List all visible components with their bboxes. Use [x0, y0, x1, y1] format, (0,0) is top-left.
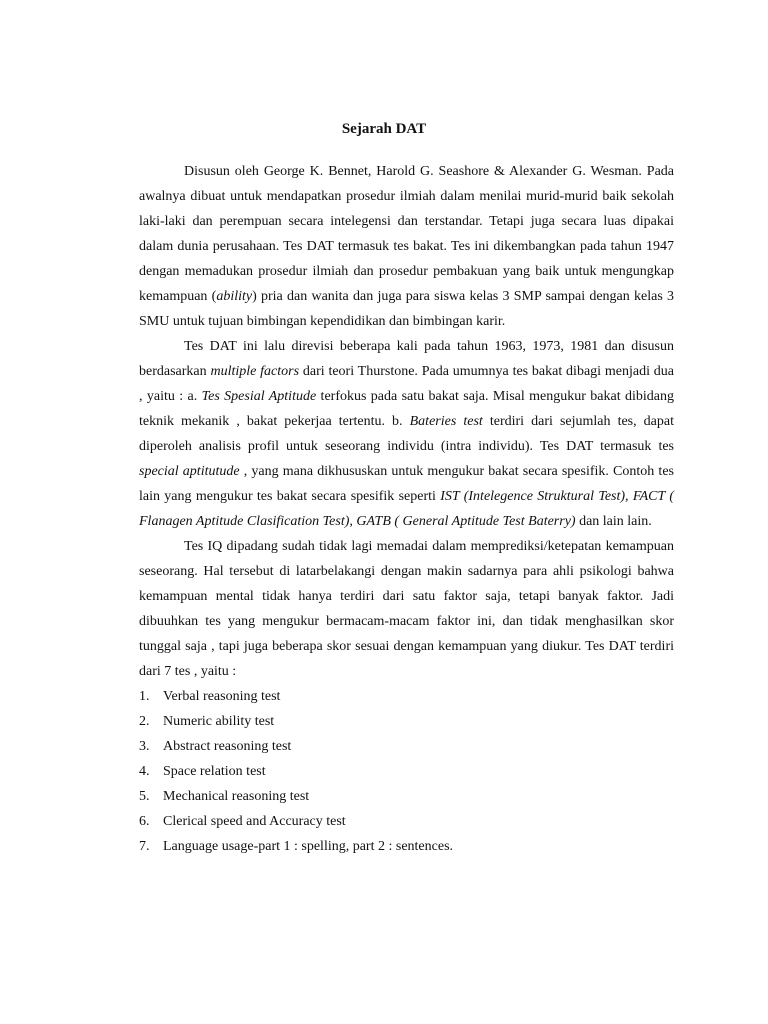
italic-term: special aptitutude — [139, 464, 240, 479]
document-body — [139, 159, 674, 859]
paragraph-3: Tes IQ dipadang sudah tidak lagi memadai dalam memprediksi/ketepatan kemampuan seseorang. Hal tersebut di latarbelakangi dengan makin sadarnya para ahli psikologi bahwa kemampuan mental tidak hanya terdiri dari satu faktor saja, tetapi banyak faktor. Jadi dibuuhkan tes yang mengukur bermacam-macam faktor ini, dan tidak menghasilkan skor tunggal saja , tapi juga beberapa skor sesuai dengan kemampuan yang diukur. Tes DAT terdiri dari 7 tes , yaitu : — [139, 539, 674, 679]
list-number: 1. — [139, 689, 150, 704]
list-number: 6. — [139, 814, 150, 829]
paragraph-1-text: ) pria dan wanita dan juga para siswa kelas 3 SMP sampai dengan kelas 3 SMU untuk tujuan bimbingan kependidikan dan bimbingan karir. — [139, 289, 674, 329]
paragraph-2-text: terfokus pada satu bakat saja. Misal mengukur bakat dibidang teknik mekanik , bakat pekerjaa tertentu. b. — [139, 389, 674, 429]
paragraph-1-text: Disusun oleh George K. Bennet, Harold G. Seashore & Alexander G. Wesman. Pada awalnya dibuat untuk mendapatkan prosedur ilmiah dalam menilai murid-murid baik sekolah laki-laki dan perempuan secara intelegensi dan terstandar. Tetapi juga secara luas dipakai dalam dunia perusahaan. Tes DAT termasuk tes bakat. Tes ini dikembangkan pada tahun 1947 dengan memadukan prosedur ilmiah dan prosedur pembakuan yang baik untuk mengungkap kemampuan ( — [139, 164, 674, 304]
test-list — [139, 684, 674, 859]
paragraph-2-text: dan lain lain. — [575, 514, 652, 529]
list-text: Verbal reasoning test — [163, 689, 281, 704]
paragraph-2 — [139, 334, 674, 534]
paragraph-1 — [139, 159, 674, 334]
list-item — [139, 809, 674, 834]
list-number: 2. — [139, 714, 150, 729]
list-text: Numeric ability test — [163, 714, 275, 729]
list-item — [139, 834, 674, 859]
italic-term: IST (Intelegence Struktural Test), FACT ( Flanagen Aptitude Clasification Test), GATB ( General Aptitude Test Baterry) — [139, 489, 674, 529]
list-item — [139, 784, 674, 809]
list-text: Mechanical reasoning test — [163, 789, 310, 804]
italic-term: ability — [216, 289, 253, 304]
list-number: 7. — [139, 839, 150, 854]
paragraph-2-text: Tes DAT ini lalu direvisi beberapa kali pada tahun 1963, 1973, 1981 dan disusun berdasarkan — [139, 339, 674, 379]
list-text: Clerical speed and Accuracy test — [163, 814, 346, 829]
list-text: Space relation test — [163, 764, 266, 779]
list-number: 3. — [139, 739, 150, 754]
list-number: 5. — [139, 789, 150, 804]
list-item — [139, 684, 674, 709]
list-text: Abstract reasoning test — [163, 739, 292, 754]
list-number: 4. — [139, 764, 150, 779]
italic-term: multiple factors — [210, 364, 300, 379]
page-title: Sejarah DAT — [341, 121, 427, 137]
italic-term: Bateries test — [409, 414, 483, 429]
list-item — [139, 734, 674, 759]
paragraph-2-text: dari teori Thurstone. Pada umumnya tes bakat dibagi menjadi dua , yaitu : a. — [139, 364, 674, 404]
list-item — [139, 709, 674, 734]
list-text: Language usage-part 1 : spelling, part 2 : sentences. — [163, 839, 454, 854]
list-item — [139, 759, 674, 784]
paragraph-2-text: , yang mana dikhususkan untuk mengukur bakat secara spesifik. Contoh tes lain yang mengukur tes bakat secara spesifik seperti — [139, 464, 674, 504]
italic-term: Tes Spesial Aptitude — [201, 389, 317, 404]
paragraph-2-text: terdiri dari sejumlah tes, dapat diperoleh analisis profil untuk seseorang individu (intra individu). Tes DAT termasuk tes — [139, 414, 674, 454]
